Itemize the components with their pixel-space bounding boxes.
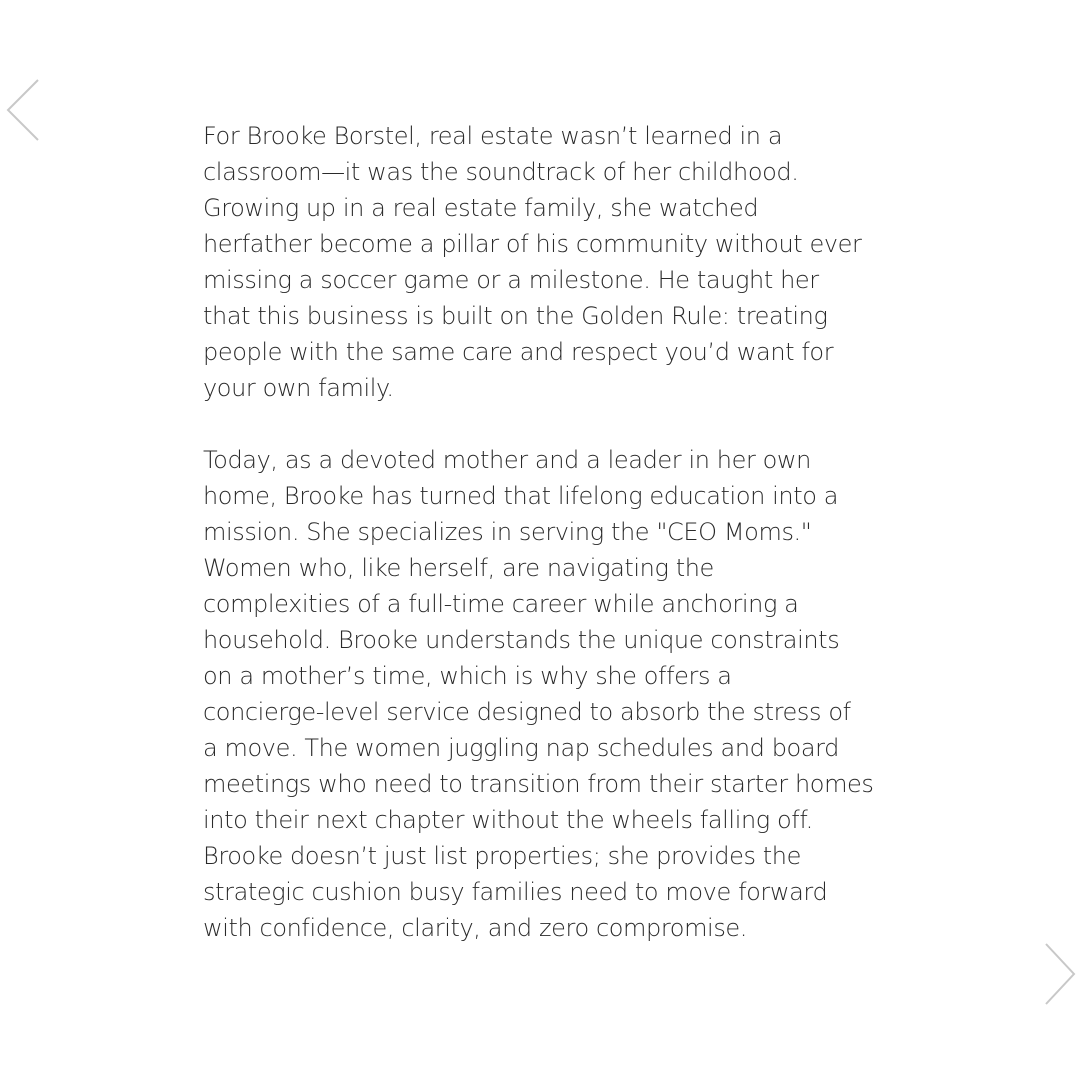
paragraph-spacer xyxy=(203,406,903,442)
text-line: herfather become a pillar of his community without ever xyxy=(203,230,862,258)
text-line: Brooke doesn’t just list properties; she provides the xyxy=(203,842,801,870)
text-line: people with the same care and respect you’d want for xyxy=(203,338,834,366)
text-line: strategic cushion busy families need to move forward xyxy=(203,878,828,906)
text-line: concierge-level service designed to absorb the stress of xyxy=(203,698,851,726)
text-line: Today, as a devoted mother and a leader in her own xyxy=(203,446,811,474)
previous-slide-button[interactable] xyxy=(4,76,44,146)
text-line: missing a soccer game or a milestone. He taught her xyxy=(203,266,819,294)
bio-paragraph-1 xyxy=(203,118,903,406)
text-line: home, Brooke has turned that lifelong education into a xyxy=(203,482,839,510)
text-line: a move. The women juggling nap schedules and board xyxy=(203,734,840,762)
text-line: Women who, like herself, are navigating the xyxy=(203,554,714,582)
text-line: that this business is built on the Golden Rule: treating xyxy=(203,302,828,330)
text-line: For Brooke Borstel, real estate wasn’t learned in a xyxy=(203,122,783,150)
text-line: your own family. xyxy=(203,374,394,402)
text-line: meetings who need to transition from their starter homes xyxy=(203,770,874,798)
bio-paragraph-2 xyxy=(203,442,903,946)
chevron-right-icon xyxy=(1040,940,1079,1010)
chevron-left-icon xyxy=(4,76,44,146)
text-line: into their next chapter without the wheels falling off. xyxy=(203,806,813,834)
text-line: household. Brooke understands the unique constraints xyxy=(203,626,840,654)
next-slide-button[interactable] xyxy=(1040,940,1079,1010)
text-line: on a mother’s time, which is why she offers a xyxy=(203,662,732,690)
text-line: with confidence, clarity, and zero compromise. xyxy=(203,914,748,942)
text-line: classroom—it was the soundtrack of her childhood. xyxy=(203,158,799,186)
text-line: Growing up in a real estate family, she watched xyxy=(203,194,759,222)
bio-text xyxy=(203,118,903,946)
text-line: mission. She specializes in serving the "CEO Moms." xyxy=(203,518,812,546)
text-line: complexities of a full-time career while anchoring a xyxy=(203,590,799,618)
